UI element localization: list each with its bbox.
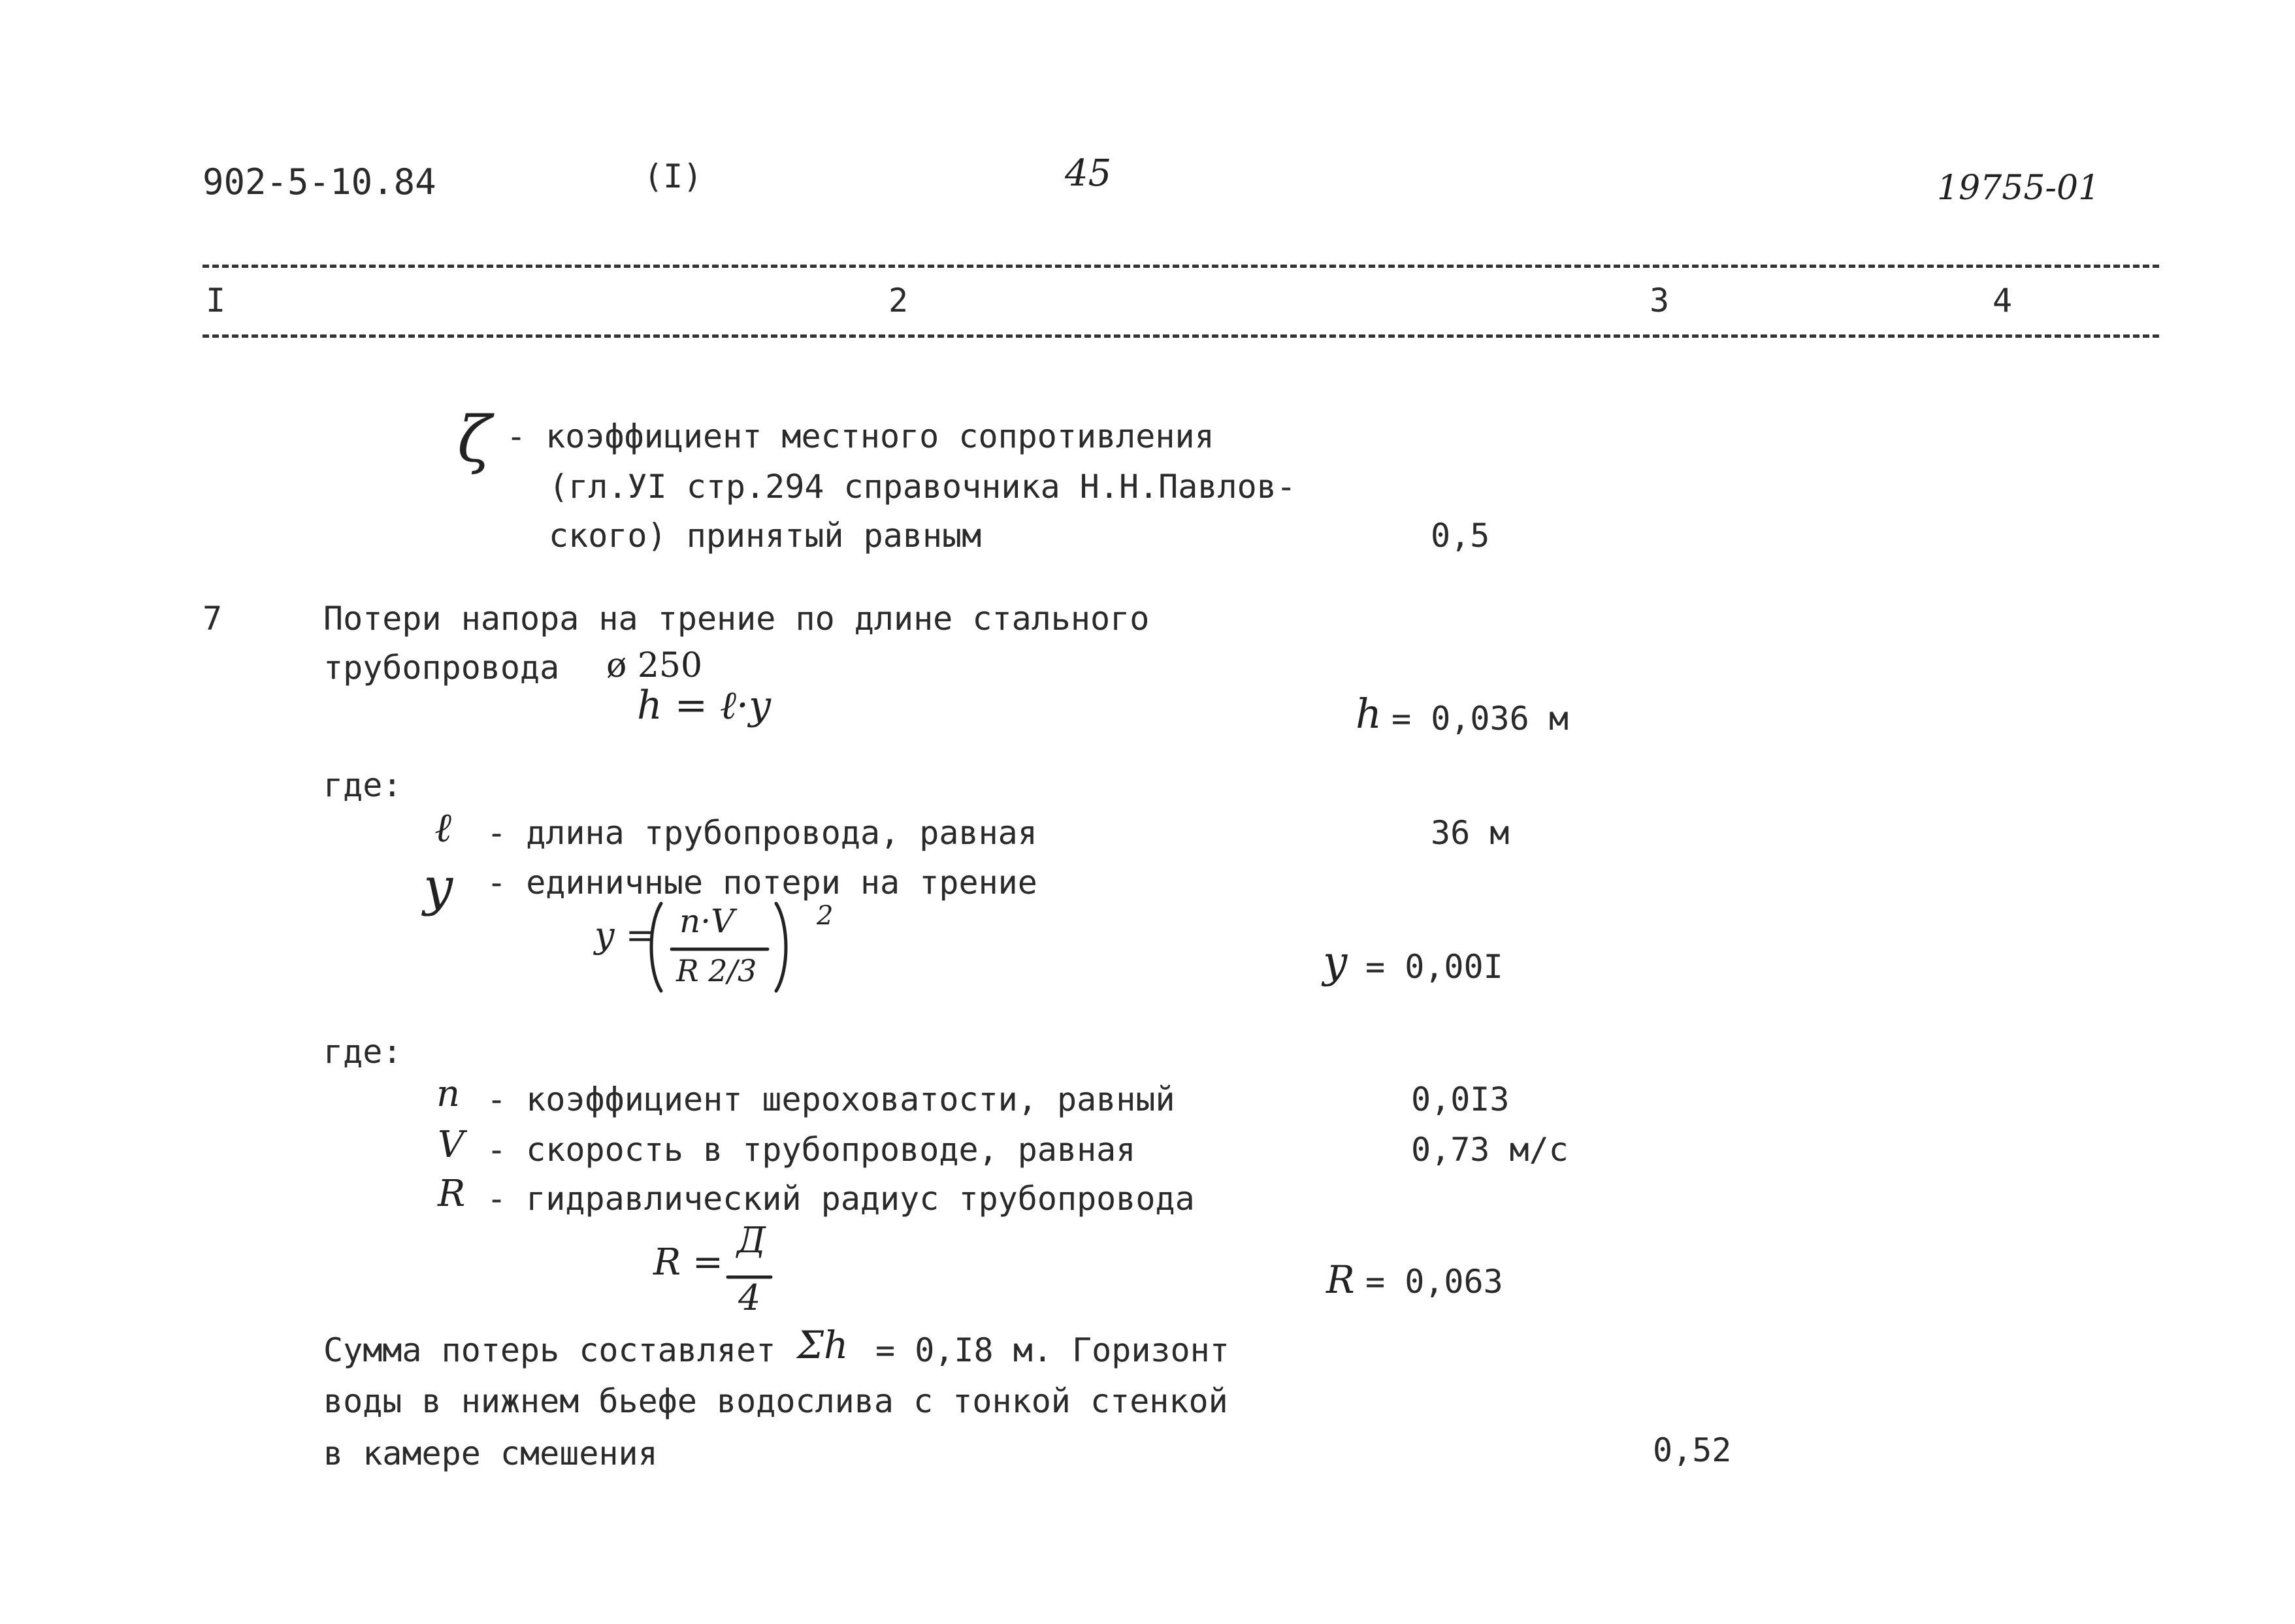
column-header-2: 2 — [888, 282, 909, 319]
summary-value: 0,52 — [1653, 1431, 1732, 1469]
length-value: 36 м — [1431, 814, 1510, 852]
item7-line-2: трубопровода — [323, 649, 560, 687]
zeta-symbol: ζ — [457, 403, 492, 476]
where-label-2: где: — [323, 1033, 402, 1071]
unit-loss-text: - единичные потери на трение — [487, 864, 1037, 901]
velocity-text: - скорость в трубопроводе, равная — [487, 1131, 1136, 1169]
unit-loss-formula-numerator: n·V — [679, 902, 735, 940]
roughness-value: 0,0I3 — [1411, 1080, 1510, 1118]
document-number: 902-5-10.84 — [203, 161, 436, 203]
head-loss-result: = 0,036 м — [1392, 700, 1569, 738]
unit-loss-formula-lhs: y = — [594, 915, 655, 956]
zeta-line-1: - коэффициент местного сопротивления — [506, 417, 1214, 455]
velocity-value: 0,73 м/с — [1411, 1131, 1569, 1169]
header-rule-bottom — [203, 334, 2159, 338]
roughness-symbol: n — [436, 1073, 461, 1115]
item-number-7: 7 — [203, 600, 223, 638]
head-loss-formula: h = ℓ·y — [637, 683, 772, 728]
summary-sum-symbol: Σh — [797, 1323, 849, 1367]
zeta-line-2: (гл.УI стр.294 справочника Н.Н.Павлов- — [549, 468, 1296, 506]
column-header-3: 3 — [1650, 282, 1670, 319]
summary-line-2: воды в нижнем бьефе водослива с тонкой стенкой — [323, 1382, 1228, 1420]
radius-text: - гидравлический радиус трубопровода — [487, 1180, 1195, 1218]
radius-result-symbol: R — [1326, 1258, 1355, 1302]
unit-loss-formula-exponent: 2 — [817, 901, 834, 931]
roughness-text: - коэффициент шероховатости, равный — [487, 1080, 1175, 1118]
section-number: (I) — [643, 157, 703, 195]
radius-formula-lhs: R = — [653, 1241, 723, 1284]
radius-symbol: R — [438, 1173, 466, 1215]
length-text: - длина трубопровода, равная — [487, 814, 1037, 852]
zeta-line-3: ского) принятый равным — [549, 517, 982, 555]
head-loss-result-symbol: h — [1356, 690, 1382, 738]
unit-loss-result: = 0,00I — [1365, 948, 1503, 986]
column-header-4: 4 — [1993, 282, 2013, 319]
radius-result: = 0,063 — [1365, 1263, 1503, 1301]
header-rule-top — [203, 265, 2159, 268]
length-symbol: ℓ — [434, 804, 451, 851]
archive-number: 19755-01 — [1937, 169, 2100, 208]
summary-line-1a: Сумма потерь составляет — [323, 1331, 776, 1369]
radius-formula-denominator: 4 — [738, 1277, 761, 1318]
velocity-symbol: V — [438, 1124, 464, 1166]
pipe-diameter: ø 250 — [606, 646, 703, 685]
unit-loss-symbol: y — [423, 856, 453, 917]
where-label-1: где: — [323, 766, 402, 804]
column-header-1: I — [206, 282, 226, 319]
summary-line-1b: = 0,I8 м. Горизонт — [875, 1331, 1229, 1369]
page-number: 45 — [1065, 152, 1112, 195]
item7-line-1: Потери напора на трение по длине стального — [323, 600, 1150, 638]
summary-line-3: в камере смешения — [323, 1435, 658, 1472]
unit-loss-result-symbol: y — [1323, 937, 1348, 987]
zeta-value: 0,5 — [1431, 517, 1490, 555]
unit-loss-formula-denominator: R 2/3 — [676, 953, 757, 988]
radius-formula-numerator: Д — [737, 1220, 766, 1261]
